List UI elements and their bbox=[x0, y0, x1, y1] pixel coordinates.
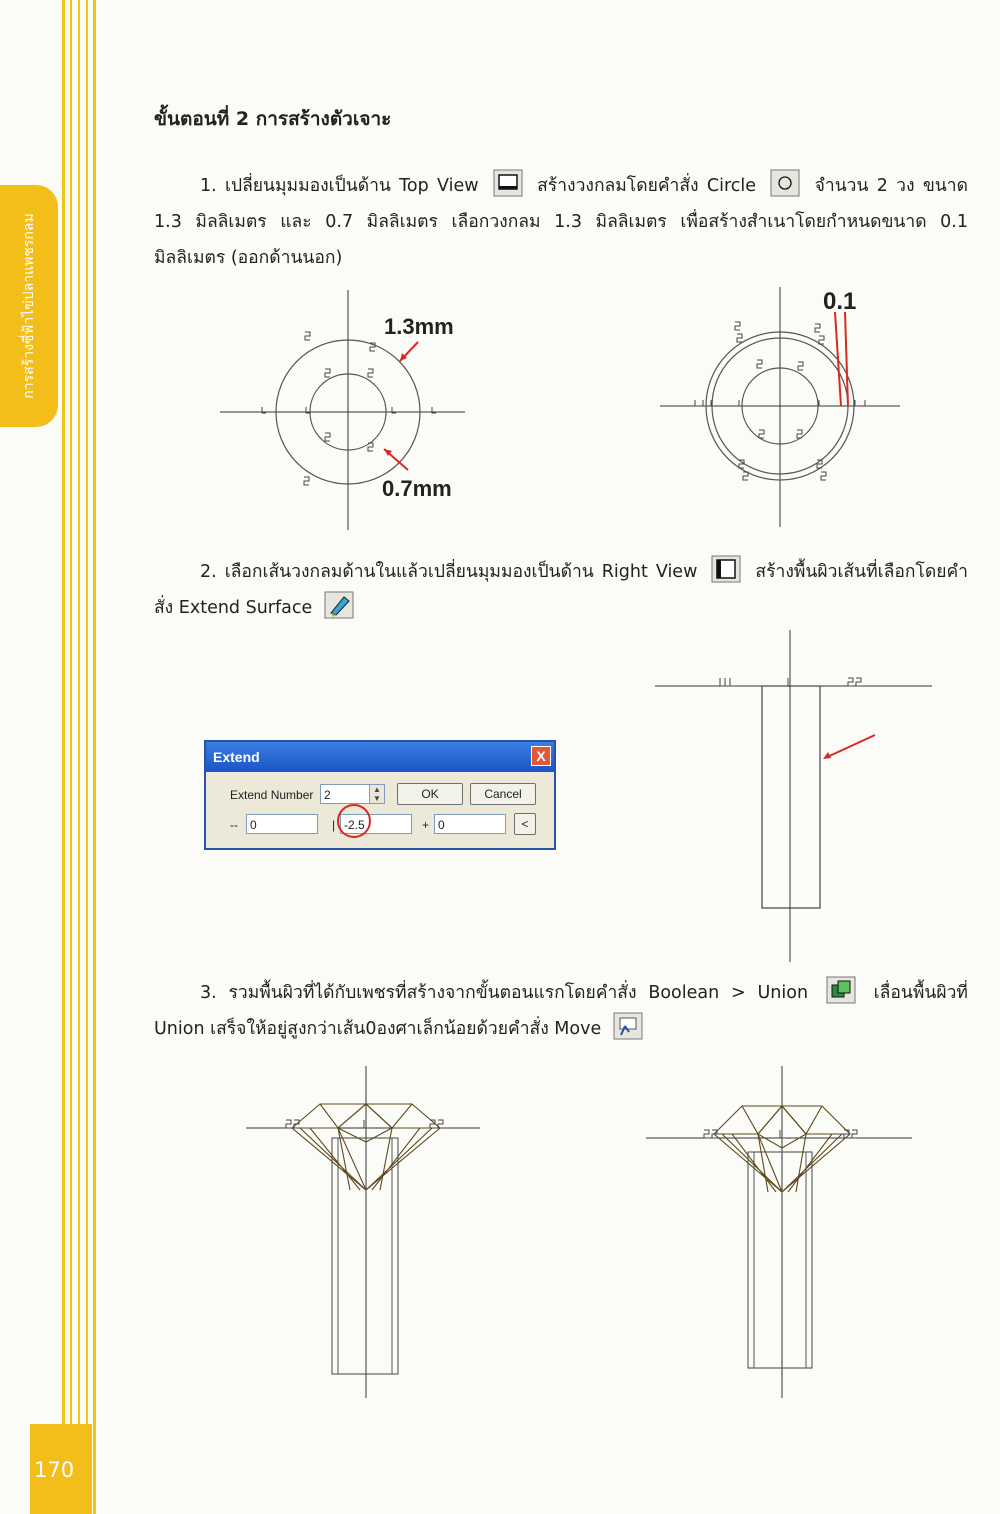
plus-extend-input[interactable]: 0 bbox=[434, 814, 506, 834]
step-1-text-c: จำนวน 2 วง ขนาด 1.3 มิลลิเมตร และ 0.7 มิลลิเมตร เลือกวงกลม 1.3 มิลลิเมตร เพื่อสร้างสำเนาโดยกำหนดขนาด 0.1 มิลลิเมตร (ออกด้านนอก) bbox=[154, 176, 968, 268]
center-label: | bbox=[332, 818, 336, 832]
figure-extended-surface bbox=[650, 628, 940, 964]
step-2-text-a: 2. เลือกเส้นวงกลมด้านในแล้วเปลี่ยนมุมมองเป็นด้าน Right View bbox=[200, 562, 698, 582]
arrow-button[interactable]: < bbox=[514, 813, 536, 835]
extend-number-label: Extend Number bbox=[230, 788, 314, 802]
move-tool-icon bbox=[613, 1012, 643, 1040]
step-2-text-b: สร้างพื้นผิวเส้นที่เลือกโดยคำสั่ง Extend Surface bbox=[154, 562, 968, 618]
margin-line-5 bbox=[93, 0, 96, 1514]
figure-diamond-union-right bbox=[642, 1062, 922, 1402]
right-view-icon bbox=[711, 555, 741, 583]
margin-line-3 bbox=[78, 0, 80, 1514]
chapter-title: การสร้างซี่ฟ้าไข่ปลาแพชรกลม bbox=[21, 213, 37, 399]
fig1-outer-label: 1.3mm bbox=[384, 314, 454, 339]
minus-label: -- bbox=[230, 818, 238, 832]
page-number: 170 bbox=[34, 1458, 75, 1482]
center-extend-input[interactable]: -2.5 bbox=[340, 814, 412, 834]
section-heading: ขั้นตอนที่ 2 การสร้างตัวเจาะ bbox=[154, 108, 392, 130]
minus-extend-input[interactable]: 0 bbox=[246, 814, 318, 834]
circle-tool-icon bbox=[770, 169, 800, 197]
fig1-control-points bbox=[262, 332, 436, 485]
boolean-union-icon bbox=[826, 976, 856, 1004]
fig3-arrow bbox=[825, 735, 875, 758]
step-2-paragraph bbox=[154, 554, 968, 626]
step-3-text-b: เลื่อนพื้นผิวที่ Union เสร็จให้อยู่สูงกว่าเส้น0องศาเล็กน้อยด้วยคำสั่ง Move bbox=[154, 983, 968, 1039]
extend-surface-icon bbox=[324, 591, 354, 619]
step-3-text-a: 3. รวมพื้นผิวที่ได้กับเพชรที่สร้างจากขั้นตอนแรกโดยคำสั่ง Boolean > Union bbox=[200, 983, 809, 1003]
margin-line-4 bbox=[86, 0, 88, 1514]
extend-number-input[interactable]: 2 bbox=[320, 784, 370, 804]
extend-dialog bbox=[204, 740, 556, 850]
step-1-text-b: สร้างวงกลมโดยคำสั่ง Circle bbox=[537, 176, 757, 196]
margin-line-1 bbox=[62, 0, 65, 1514]
step-1-text-a: 1. เปลี่ยนมุมมองเป็นด้าน Top View bbox=[200, 176, 479, 196]
fig2-offset-label: 0.1 bbox=[823, 288, 857, 315]
extend-number-spinner[interactable]: ▲ ▼ bbox=[369, 784, 385, 804]
fig1-inner-label: 0.7mm bbox=[382, 476, 452, 501]
fig2-offset-marker-left bbox=[835, 312, 841, 406]
figure-diamond-union-left bbox=[240, 1062, 490, 1402]
step-3-paragraph bbox=[154, 975, 968, 1047]
plus-label: + bbox=[422, 818, 430, 832]
step-1-paragraph bbox=[154, 168, 968, 276]
top-view-icon bbox=[493, 169, 523, 197]
highlight-circle-annotation bbox=[337, 804, 371, 838]
figure-circles-top-view bbox=[210, 285, 480, 535]
figure-offset-circles bbox=[655, 282, 905, 532]
dialog-title: Extend bbox=[213, 749, 260, 765]
dialog-close-button[interactable]: X bbox=[531, 746, 551, 766]
cancel-button[interactable]: Cancel bbox=[470, 783, 536, 805]
ok-button[interactable]: OK bbox=[397, 783, 463, 805]
margin-line-2 bbox=[70, 0, 72, 1514]
dialog-title-bar bbox=[206, 742, 554, 772]
